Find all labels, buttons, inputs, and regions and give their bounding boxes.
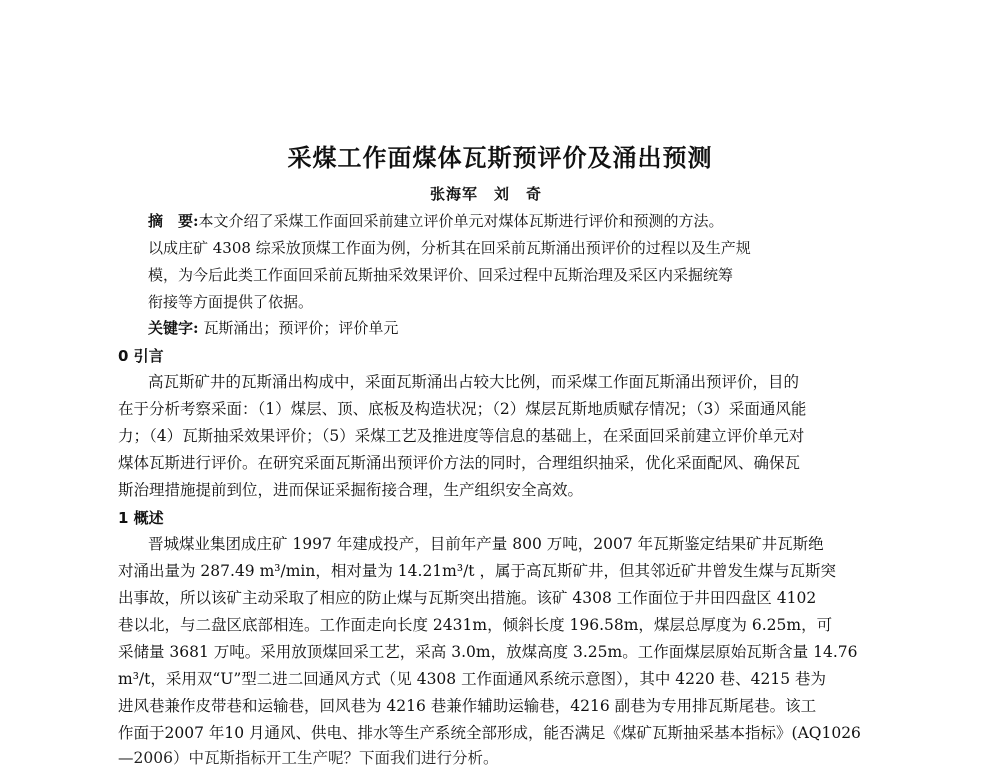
body-line: 出事故，所以该矿主动采取了相应的防止煤与瓦斯突出措施。该矿 4308 工作面位于井田四盘区 4102 [118, 589, 817, 607]
keywords-text: 瓦斯涌出；预评价；评价单元 [203, 319, 399, 337]
body-line: 斯治理措施提前到位，进而保证采掘衔接合理，生产组织安全高效。 [118, 481, 584, 499]
body-line: 晋城煤业集团成庄矿 1997 年建成投产，目前年产量 800 万吨，2007 年瓦斯鉴定结果矿井瓦斯绝 [148, 535, 824, 553]
section-heading-overview: 1 概述 [118, 509, 164, 527]
body-line: 高瓦斯矿井的瓦斯涌出构成中，采面瓦斯涌出占较大比例，而采煤工作面瓦斯涌出预评价，目的 [148, 373, 800, 391]
abstract-line: 以成庄矿 4308 综采放顶煤工作面为例，分析其在回采前瓦斯涌出预评价的过程以及生产规 [148, 239, 751, 257]
abstract-line: 衔接等方面提供了依据。 [148, 293, 314, 311]
abstract-text: 本文介绍了采煤工作面回采前建立评价单元对煤体瓦斯进行评价和预测的方法。 [198, 212, 724, 230]
body-line: 采储量 3681 万吨。采用放顶煤回采工艺，采高 3.0m，放煤高度 3.25m。工作面煤层原始瓦斯含量 14.76 [118, 643, 858, 661]
abstract-line: 模，为今后此类工作面回采前瓦斯抽采效果评价、回采过程中瓦斯治理及采区内采掘统筹 [148, 266, 734, 284]
paper-authors: 张海军 刘 奇 [430, 185, 543, 203]
body-line: m³/t，采用双“U”型二进二回通风方式（见 4308 工作面通风系统示意图），其中 4220 巷、4215 巷为 [118, 670, 826, 688]
abstract-label: 摘 要: [148, 212, 199, 230]
body-line: 巷以北，与二盘区底部相连。工作面走向长度 2431m，倾斜长度 196.58m，煤层总厚度为 6.25m，可 [118, 616, 833, 634]
body-line: 力；（4）瓦斯抽采效果评价；（5）采煤工艺及推进度等信息的基础上，在采面回采前建立评价单元对 [118, 427, 805, 445]
body-line: 对涌出量为 287.49 m³/min，相对量为 14.21m³/t ，属于高瓦斯矿井，但其邻近矿井曾发生煤与瓦斯突 [118, 562, 836, 580]
abstract-line [148, 211, 724, 231]
body-line: 进风巷兼作皮带巷和运输巷，回风巷为 4216 巷兼作辅助运输巷，4216 副巷为专用排瓦斯尾巷。该工 [118, 697, 817, 715]
body-line: 在于分析考察采面：（1）煤层、顶、底板及构造状况；（2）煤层瓦斯地质赋存情况；（3）采面通风能 [118, 400, 807, 418]
body-line: 煤体瓦斯进行评价。在研究采面瓦斯涌出预评价方法的同时，合理组织抽采，优化采面配风、确保瓦 [118, 454, 801, 472]
keywords-line [148, 318, 398, 338]
body-line: 作面于2007 年10 月通风、供电、排水等生产系统全部形成，能否满足《煤矿瓦斯抽采基本指标》(AQ1026 [118, 724, 861, 742]
keywords-label: 关键字: [148, 319, 199, 337]
body-line-cut-off: —2006）中瓦斯指标开工生产呢？下面我们进行分析。 [118, 749, 499, 767]
paper-title: 采煤工作面煤体瓦斯预评价及涌出预测 [287, 144, 713, 172]
section-heading-intro: 0 引言 [118, 347, 164, 365]
